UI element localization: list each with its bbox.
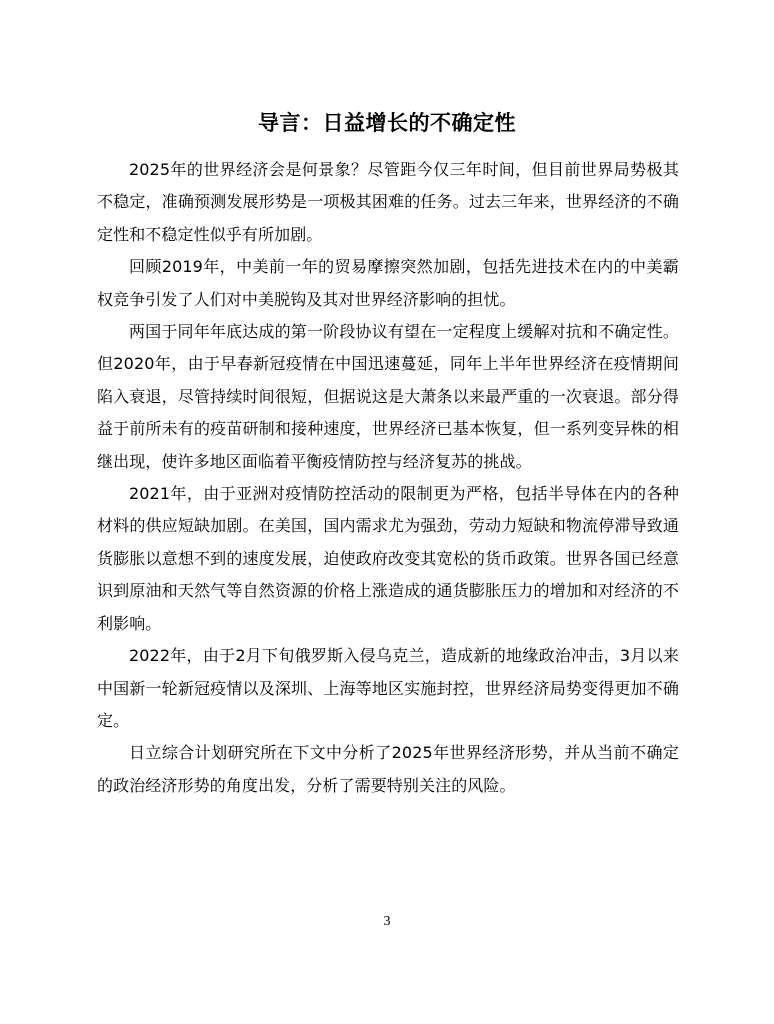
document-body	[97, 154, 679, 802]
paragraph-6: 日立综合计划研究所在下文中分析了2025年世界经济形势，并从当前不确定的政治经济形势的角度出发，分析了需要特别关注的风险。	[97, 743, 679, 795]
paragraph-1: 2025年的世界经济会是何景象？尽管距今仅三年时间，但目前世界局势极其不稳定，准确预测发展形势是一项极其困难的任务。过去三年来，世界经济的不确定性和不稳定性似乎有所加剧。	[97, 160, 679, 244]
paragraph-3: 两国于同年年底达成的第一阶段协议有望在一定程度上缓解对抗和不确定性。但2020年，由于早春新冠疫情在中国迅速蔓延，同年上半年世界经济在疫情期间陷入衰退，尽管持续时间很短，但据说这是大萧条以来最严重的一次衰退。部分得益于前所未有的疫苗研制和接种速度，世界经济已基本恢复，但一系列变异株的相继出现，使许多地区面临着平衡疫情防控与经济复苏的挑战。	[97, 322, 679, 471]
paragraph-4: 2021年，由于亚洲对疫情防控活动的限制更为严格，包括半导体在内的各种材料的供应短缺加剧。在美国，国内需求尤为强劲，劳动力短缺和物流停滞导致通货膨胀以意想不到的速度发展，迫使政府改变其宽松的货币政策。世界各国已经意识到原油和天然气等自然资源的价格上涨造成的通货膨胀压力的增加和对经济的不利影响。	[97, 484, 679, 633]
paragraph-2: 回顾2019年，中美前一年的贸易摩擦突然加剧，包括先进技术在内的中美霸权竞争引发了人们对中美脱钩及其对世界经济影响的担忧。	[97, 257, 679, 309]
page-number: 3	[383, 914, 391, 929]
page-title: 导言：日益增长的不确定性	[258, 111, 516, 135]
paragraph-5: 2022年，由于2月下旬俄罗斯入侵乌克兰，造成新的地缘政治冲击，3月以来中国新一轮新冠疫情以及深圳、上海等地区实施封控，世界经济局势变得更加不确定。	[97, 646, 679, 730]
